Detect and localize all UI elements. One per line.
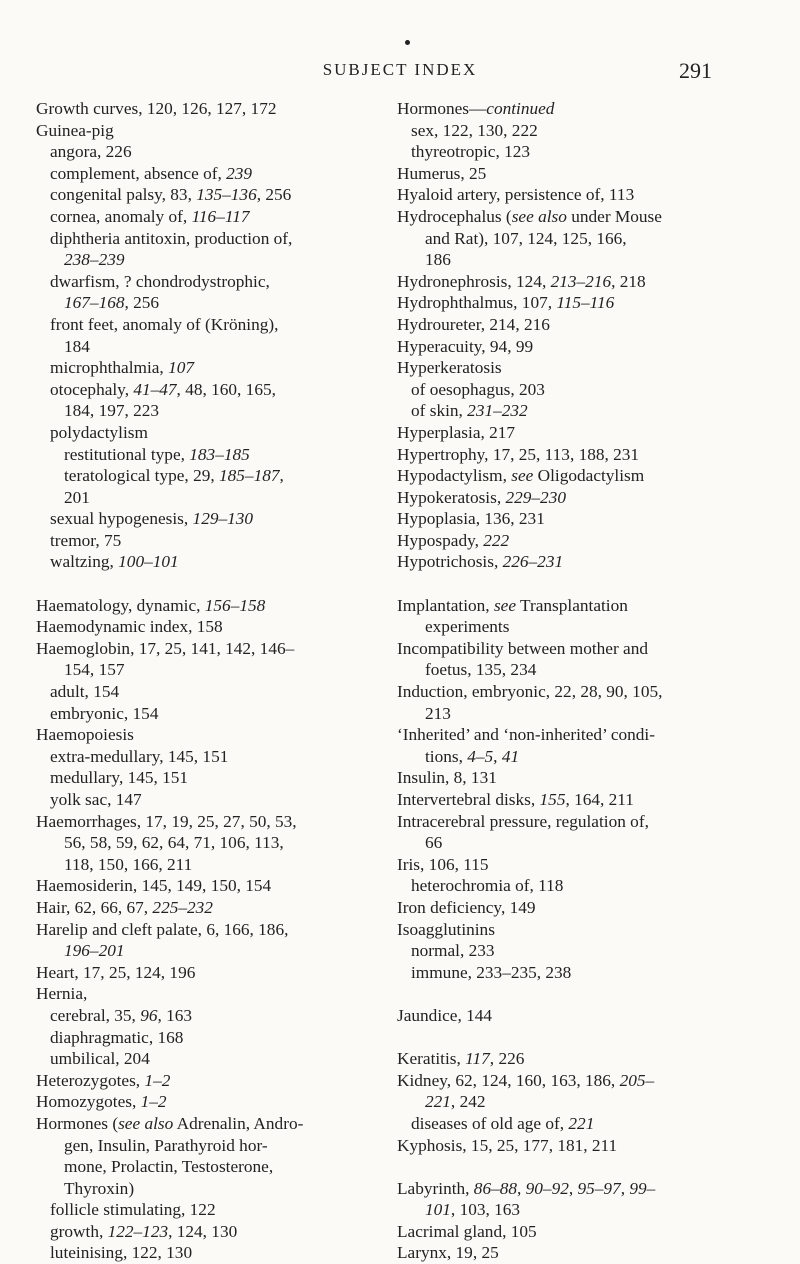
- entry-text: mone, Prolactin, Testosterone,: [64, 1157, 274, 1177]
- entry-gap: [36, 573, 366, 595]
- entry-text: Heterozygotes,: [36, 1070, 145, 1090]
- entry-text: 90–92: [525, 1178, 569, 1198]
- entry-text: see: [493, 595, 517, 615]
- entry-text: Humerus, 25: [397, 163, 487, 183]
- entry-text: ,: [620, 1178, 630, 1198]
- index-entry: [397, 98, 737, 120]
- entry-text: Hypospady,: [397, 530, 484, 550]
- entry-gap: [397, 1156, 737, 1178]
- entry-text: Kyphosis, 15, 25, 177, 181, 211: [397, 1135, 618, 1155]
- entry-text: 184: [64, 336, 90, 356]
- entry-text: Hormones—: [397, 99, 487, 118]
- entry-gap: [397, 573, 737, 595]
- entry-text: microphthalmia,: [50, 358, 169, 378]
- entry-text: Hypertrophy, 17, 25, 113, 188, 231: [397, 444, 640, 464]
- index-subentry: [36, 508, 366, 530]
- entry-text: 129–130: [192, 509, 254, 529]
- entry-text: under Mouse: [566, 206, 662, 226]
- entry-text: Hydroureter, 214, 216: [397, 314, 550, 334]
- index-subentry: [397, 940, 737, 962]
- index-entry: [397, 595, 737, 617]
- index-subentry: [397, 1113, 737, 1135]
- entry-text: , 226: [489, 1049, 525, 1069]
- index-subentry: [36, 681, 366, 703]
- entry-text: 41: [501, 746, 520, 766]
- index-subentry: [36, 465, 366, 487]
- index-subentry: [36, 1156, 366, 1178]
- entry-text: 222: [483, 530, 510, 550]
- index-subentry: [36, 1005, 366, 1027]
- index-entry: [397, 638, 737, 660]
- entry-text: 185–187: [219, 466, 280, 486]
- index-entry: [397, 508, 737, 530]
- entry-text: 221: [568, 1113, 595, 1133]
- index-entry: [397, 897, 737, 919]
- entry-text: 41–47: [133, 379, 177, 399]
- index-subentry: [36, 1242, 366, 1264]
- entry-text: Hernia,: [36, 984, 88, 1004]
- index-subentry: [36, 789, 366, 811]
- index-subentry: [397, 379, 737, 401]
- index-subentry: [36, 379, 366, 401]
- entry-text: 154, 157: [64, 660, 125, 680]
- index-subentry: [397, 1199, 737, 1221]
- entry-text: waltzing,: [50, 552, 119, 572]
- entry-text: 226–231: [502, 552, 564, 572]
- index-entry: [36, 98, 366, 120]
- entry-text: ‘Inherited’ and ‘non-inherited’ condi-: [397, 725, 655, 745]
- index-subentry: [36, 336, 366, 358]
- index-subentry: [397, 400, 737, 422]
- index-subentry: [397, 120, 737, 142]
- index-entry: [397, 163, 737, 185]
- entry-text: thyreotropic, 123: [411, 142, 531, 162]
- entry-text: Harelip and cleft palate, 6, 166, 186,: [36, 919, 289, 939]
- entry-text: Lacrimal gland, 105: [397, 1221, 537, 1241]
- entry-text: extra-medullary, 145, 151: [50, 746, 229, 766]
- index-entry: [397, 444, 737, 466]
- entry-text: Guinea-pig: [36, 120, 114, 140]
- index-subentry: [36, 854, 366, 876]
- index-subentry: [397, 703, 737, 725]
- entry-text: experiments: [425, 617, 510, 637]
- entry-text: front feet, anomaly of (Kröning),: [50, 314, 279, 334]
- index-entry: [397, 854, 737, 876]
- entry-text: 156–158: [204, 595, 266, 615]
- entry-text: Labyrinth,: [397, 1178, 474, 1198]
- entry-text: polydactylism: [50, 422, 148, 442]
- entry-text: Isoagglutinins: [397, 919, 495, 939]
- entry-text: cerebral, 35,: [50, 1005, 141, 1025]
- entry-text: Oligodactylism: [533, 466, 645, 486]
- entry-text: adult, 154: [50, 682, 120, 702]
- entry-text: of oesophagus, 203: [411, 379, 545, 399]
- entry-text: sexual hypogenesis,: [50, 509, 193, 529]
- index-subentry: [36, 228, 366, 250]
- entry-text: heterochromia of, 118: [411, 876, 564, 896]
- entry-text: ,: [568, 1178, 578, 1198]
- entry-text: Hydrocephalus (: [397, 206, 512, 226]
- entry-text: Hypokeratosis,: [397, 487, 506, 507]
- entry-text: 116–117: [191, 206, 250, 226]
- entry-text: 4–5: [467, 746, 494, 766]
- entry-text: sex, 122, 130, 222: [411, 120, 538, 140]
- index-entry: [36, 983, 366, 1005]
- entry-text: 118, 150, 166, 211: [64, 854, 193, 874]
- entry-text: Heart, 17, 25, 124, 196: [36, 962, 196, 982]
- index-subentry: [397, 875, 737, 897]
- entry-text: restitutional type,: [64, 444, 190, 464]
- index-subentry: [36, 400, 366, 422]
- entry-text: 96: [140, 1005, 158, 1025]
- entry-text: , 163: [157, 1005, 193, 1025]
- entry-text: 115–116: [556, 293, 615, 313]
- entry-text: 56, 58, 59, 62, 64, 71, 106, 113,: [64, 833, 284, 853]
- entry-text: Hydrophthalmus, 107,: [397, 293, 557, 313]
- entry-text: Hyperacuity, 94, 99: [397, 336, 534, 356]
- entry-text: Implantation,: [397, 595, 494, 615]
- index-entry: [397, 487, 737, 509]
- entry-text: Hypotrichosis,: [397, 552, 503, 572]
- entry-text: see also: [118, 1113, 174, 1133]
- entry-text: Iron deficiency, 149: [397, 897, 536, 917]
- entry-text: Induction, embryonic, 22, 28, 90, 105,: [397, 682, 663, 702]
- entry-text: tions,: [425, 746, 468, 766]
- index-column-right: [397, 98, 737, 1264]
- entry-text: 66: [425, 833, 443, 853]
- entry-text: Intervertebral disks,: [397, 790, 540, 809]
- index-entry: [36, 1113, 366, 1135]
- index-entry: [397, 357, 737, 379]
- entry-text: Jaundice, 144: [397, 1005, 493, 1025]
- index-entry: [397, 1005, 737, 1027]
- entry-text: normal, 233: [411, 941, 495, 961]
- entry-text: follicle stimulating, 122: [50, 1200, 216, 1220]
- index-entry: [397, 336, 737, 358]
- index-subentry: [36, 1178, 366, 1200]
- entry-text: Hyperkeratosis: [397, 358, 502, 378]
- index-entry: [397, 767, 737, 789]
- index-entry: [397, 724, 737, 746]
- entry-text: Haemorrhages, 17, 19, 25, 27, 50, 53,: [36, 811, 297, 831]
- index-entry: [36, 638, 366, 660]
- entry-text: Hypodactylism,: [397, 466, 512, 486]
- entry-text: Homozygotes,: [36, 1092, 141, 1112]
- entry-text: diseases of old age of,: [411, 1113, 569, 1133]
- entry-text: , 218: [611, 271, 646, 291]
- index-entry: [397, 1221, 737, 1243]
- index-subentry: [36, 249, 366, 271]
- entry-text: cornea, anomaly of,: [50, 206, 192, 226]
- entry-text: 122–123: [107, 1221, 169, 1241]
- index-subentry: [397, 249, 737, 271]
- entry-text: 167–168: [64, 293, 125, 313]
- index-entry: [397, 1048, 737, 1070]
- index-subentry: [36, 422, 366, 444]
- index-subentry: [36, 1048, 366, 1070]
- entry-text: otocephaly,: [50, 379, 134, 399]
- index-subentry: [36, 206, 366, 228]
- index-entry: [397, 789, 737, 811]
- entry-text: 184, 197, 223: [64, 401, 160, 421]
- entry-text: umbilical, 204: [50, 1049, 150, 1069]
- entry-text: , 124, 130: [168, 1221, 238, 1241]
- index-entry: [397, 206, 737, 228]
- entry-text: 229–230: [505, 487, 566, 507]
- entry-text: 205–: [619, 1070, 655, 1090]
- entry-text: tremor, 75: [50, 530, 122, 550]
- index-entry: [36, 811, 366, 833]
- index-entry: [36, 616, 366, 638]
- index-entry: [36, 120, 366, 142]
- entry-text: Hormones (: [36, 1113, 119, 1133]
- index-subentry: [36, 184, 366, 206]
- index-subentry: [36, 314, 366, 336]
- entry-text: 213: [425, 703, 451, 723]
- index-subentry: [397, 228, 737, 250]
- entry-text: Incompatibility between mother and: [397, 638, 648, 658]
- entry-text: 155: [539, 790, 566, 809]
- entry-text: , 164, 211: [565, 790, 634, 809]
- entry-text: dwarfism, ? chondrodystrophic,: [50, 271, 270, 291]
- entry-text: 231–232: [467, 401, 528, 421]
- entry-text: Haemodynamic index, 158: [36, 617, 223, 637]
- index-subentry: [36, 659, 366, 681]
- index-subentry: [36, 1199, 366, 1221]
- index-subentry: [36, 163, 366, 185]
- index-subentry: [397, 659, 737, 681]
- index-subentry: [36, 1221, 366, 1243]
- index-entry: [397, 681, 737, 703]
- entry-text: yolk sac, 147: [50, 790, 142, 809]
- index-subentry: [36, 1135, 366, 1157]
- entry-text: 183–185: [189, 444, 250, 464]
- entry-text: see also: [511, 206, 567, 226]
- entry-text: , 48, 160, 165,: [176, 379, 276, 399]
- index-subentry: [36, 703, 366, 725]
- entry-text: ,: [517, 1178, 526, 1198]
- entry-text: 100–101: [118, 552, 179, 572]
- index-subentry: [36, 357, 366, 379]
- entry-text: angora, 226: [50, 142, 132, 162]
- index-subentry: [397, 1091, 737, 1113]
- running-title: SUBJECT INDEX: [322, 60, 478, 79]
- index-entry: [36, 875, 366, 897]
- page-number: 291: [679, 58, 712, 83]
- page-header: [0, 60, 800, 90]
- index-entry: [36, 1070, 366, 1092]
- entry-text: Thyroxin): [64, 1178, 135, 1198]
- index-entry: [397, 271, 737, 293]
- entry-text: diaphragmatic, 168: [50, 1027, 184, 1047]
- entry-text: Iris, 106, 115: [397, 854, 489, 874]
- index-subentry: [36, 530, 366, 552]
- entry-text: Kidney, 62, 124, 160, 163, 186,: [397, 1070, 620, 1090]
- index-subentry: [397, 616, 737, 638]
- entry-text: luteinising, 122, 130: [50, 1243, 193, 1263]
- index-entry: [36, 1091, 366, 1113]
- entry-gap: [397, 1027, 737, 1049]
- index-entry: [36, 919, 366, 941]
- index-subentry: [36, 487, 366, 509]
- entry-text: 107: [168, 358, 194, 378]
- entry-text: 95–97: [577, 1178, 621, 1198]
- index-subentry: [36, 444, 366, 466]
- index-subentry: [36, 767, 366, 789]
- entry-text: Adrenalin, Andro-: [173, 1113, 304, 1133]
- entry-text: , 256: [124, 293, 160, 313]
- index-subentry: [36, 551, 366, 573]
- entry-text: Intracerebral pressure, regulation of,: [397, 811, 649, 831]
- entry-text: 201: [64, 487, 90, 507]
- index-entry: [36, 897, 366, 919]
- index-entry: [397, 530, 737, 552]
- index-subentry: [397, 141, 737, 163]
- index-entry: [36, 724, 366, 746]
- index-entry: [397, 1242, 737, 1264]
- index-column-left: [36, 98, 366, 1264]
- entry-text: congenital palsy, 83,: [50, 185, 197, 205]
- index-subentry: [36, 832, 366, 854]
- entry-text: 101: [425, 1200, 451, 1220]
- index-subentry: [36, 271, 366, 293]
- entry-text: Hydronephrosis, 124,: [397, 271, 551, 291]
- entry-text: Hyaloid artery, persistence of, 113: [397, 185, 635, 205]
- entry-text: Larynx, 19, 25: [397, 1243, 499, 1263]
- index-subentry: [397, 962, 737, 984]
- entry-text: continued: [486, 99, 555, 118]
- entry-text: 196–201: [64, 941, 125, 961]
- entry-text: ,: [493, 746, 502, 766]
- entry-text: embryonic, 154: [50, 703, 159, 723]
- entry-text: Haematology, dynamic,: [36, 595, 205, 615]
- index-subentry: [36, 292, 366, 314]
- entry-text: Hyperplasia, 217: [397, 422, 516, 442]
- index-entry: [397, 184, 737, 206]
- entry-text: ,: [279, 466, 284, 486]
- entry-text: 213–216: [550, 271, 612, 291]
- entry-text: 238–239: [64, 250, 125, 270]
- index-subentry: [36, 1027, 366, 1049]
- index-entry: [397, 465, 737, 487]
- entry-text: Insulin, 8, 131: [397, 768, 497, 788]
- index-entry: [397, 422, 737, 444]
- index-entry: [397, 292, 737, 314]
- entry-text: Growth curves, 120, 126, 127, 172: [36, 99, 277, 118]
- entry-gap: [397, 983, 737, 1005]
- entry-text: Transplantation: [516, 595, 628, 615]
- entry-text: growth,: [50, 1221, 108, 1241]
- entry-text: , 103, 163: [450, 1200, 521, 1220]
- entry-text: Hypoplasia, 136, 231: [397, 509, 545, 529]
- index-entry: [397, 551, 737, 573]
- index-entry: [397, 1070, 737, 1092]
- entry-text: complement, absence of,: [50, 163, 227, 183]
- entry-text: 186: [425, 250, 451, 270]
- index-subentry: [397, 832, 737, 854]
- entry-text: 86–88: [473, 1178, 517, 1198]
- entry-text: see: [511, 466, 534, 486]
- entry-text: Haemoglobin, 17, 25, 141, 142, 146–: [36, 638, 295, 658]
- index-subentry: [36, 141, 366, 163]
- entry-text: 135–136: [196, 185, 257, 205]
- entry-text: and Rat), 107, 124, 125, 166,: [425, 228, 627, 248]
- entry-text: Keratitis,: [397, 1049, 466, 1069]
- entry-text: 1–2: [144, 1070, 171, 1090]
- entry-text: of skin,: [411, 401, 468, 421]
- index-subentry: [36, 940, 366, 962]
- entry-text: , 256: [256, 185, 292, 205]
- index-entry: [397, 919, 737, 941]
- page-mark-dot: [405, 40, 410, 45]
- index-entry: [397, 1135, 737, 1157]
- entry-text: 239: [226, 163, 253, 183]
- index-entry: [36, 962, 366, 984]
- entry-text: 221: [425, 1092, 451, 1112]
- entry-text: 117: [465, 1049, 490, 1069]
- entry-text: 99–: [629, 1178, 656, 1198]
- entry-text: foetus, 135, 234: [425, 660, 537, 680]
- entry-text: , 242: [450, 1092, 486, 1112]
- entry-text: Hair, 62, 66, 67,: [36, 897, 153, 917]
- entry-text: 1–2: [140, 1092, 167, 1112]
- entry-text: Haemopoiesis: [36, 725, 134, 745]
- entry-text: diphtheria antitoxin, production of,: [50, 228, 293, 248]
- entry-text: teratological type, 29,: [64, 466, 219, 486]
- entry-text: 225–232: [152, 897, 213, 917]
- entry-text: gen, Insulin, Parathyroid hor-: [64, 1135, 268, 1155]
- entry-text: immune, 233–235, 238: [411, 962, 572, 982]
- index-entry: [397, 811, 737, 833]
- index-subentry: [397, 746, 737, 768]
- entry-text: medullary, 145, 151: [50, 768, 189, 788]
- index-entry: [36, 595, 366, 617]
- index-subentry: [36, 746, 366, 768]
- index-entry: [397, 314, 737, 336]
- entry-text: Haemosiderin, 145, 149, 150, 154: [36, 876, 272, 896]
- index-entry: [397, 1178, 737, 1200]
